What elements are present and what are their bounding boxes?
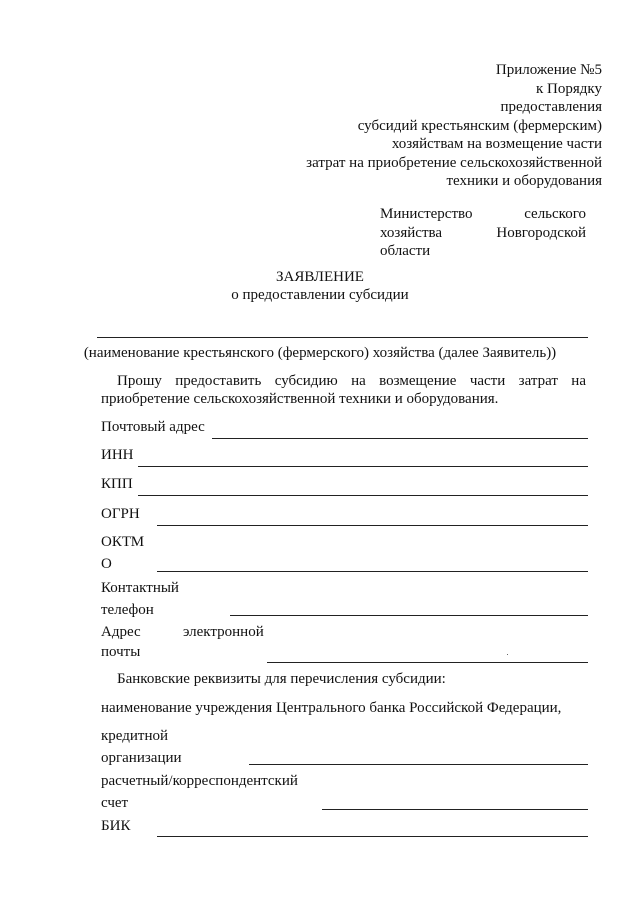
bik-line[interactable]	[157, 836, 588, 837]
postal-address-label: Почтовый адрес	[101, 419, 205, 435]
phone-line[interactable]	[230, 615, 588, 616]
oktmo-label	[101, 531, 144, 575]
ogrn-label: ОГРН	[101, 506, 140, 522]
account-label-line: счет	[101, 795, 129, 811]
phone-label	[101, 577, 179, 621]
recipient-word: Новгородской	[496, 224, 586, 241]
email-label-word: электронной	[183, 624, 264, 640]
applicant-name-line[interactable]	[97, 337, 588, 338]
kpp-label: КПП	[101, 476, 133, 492]
phone-label-line: Контактный	[101, 580, 179, 596]
bank-heading: Банковские реквизиты для перечисления субсидии:	[117, 671, 446, 687]
email-label-line: почты	[101, 644, 141, 660]
recipient-word: хозяйства	[380, 224, 443, 241]
credit-org-label	[101, 725, 182, 769]
recipient-word: области	[380, 243, 431, 259]
account-label-line: расчетный/корреспондентский	[101, 773, 298, 789]
request-line-1: Прошу предоставить субсидию на возмещение части затрат на	[117, 373, 586, 389]
bik-label: БИК	[101, 818, 131, 834]
ogrn-line[interactable]	[157, 525, 588, 526]
oktmo-label-line: ОКТМ	[101, 534, 145, 550]
appendix-line: Приложение №5	[495, 62, 602, 78]
account-line[interactable]	[322, 809, 588, 810]
email-line[interactable]	[267, 662, 588, 663]
request-line-2: приобретение сельскохозяйственной техники и оборудования.	[101, 391, 499, 407]
document-title: ЗАЯВЛЕНИЕ	[276, 269, 364, 285]
oktmo-line[interactable]	[157, 571, 588, 572]
email-label-word: Адрес	[101, 624, 141, 640]
inn-label: ИНН	[101, 447, 134, 463]
recipient-word: сельского	[524, 206, 586, 222]
inn-line[interactable]	[138, 466, 588, 467]
appendix-line: субсидий крестьянским (фермерским)	[357, 117, 602, 134]
credit-org-label-line: кредитной	[101, 728, 169, 744]
document-subtitle: о предоставлении субсидии	[231, 287, 409, 303]
speck	[507, 654, 508, 655]
appendix-line: техники и оборудования	[446, 173, 602, 189]
appendix-line: хозяйствам на возмещение части	[391, 136, 602, 152]
cb-name-label: наименование учреждения Центрального банка Российской Федерации,	[101, 700, 562, 716]
applicant-caption: (наименование крестьянского (фермерского) хозяйства (далее Заявитель))	[83, 345, 557, 361]
recipient-block	[380, 205, 586, 261]
appendix-header	[306, 61, 602, 191]
postal-address-line[interactable]	[212, 438, 588, 439]
appendix-line: затрат на приобретение сельскохозяйственной	[306, 154, 602, 171]
appendix-line: к Порядку	[536, 80, 602, 97]
oktmo-label-line: О	[101, 556, 112, 572]
credit-org-line[interactable]	[249, 764, 588, 765]
phone-label-line: телефон	[101, 602, 154, 618]
kpp-line[interactable]	[138, 495, 588, 496]
appendix-line: предоставления	[500, 99, 602, 115]
recipient-word: Министерство	[380, 206, 473, 222]
credit-org-label-line: организации	[101, 750, 182, 766]
account-label	[101, 770, 298, 814]
